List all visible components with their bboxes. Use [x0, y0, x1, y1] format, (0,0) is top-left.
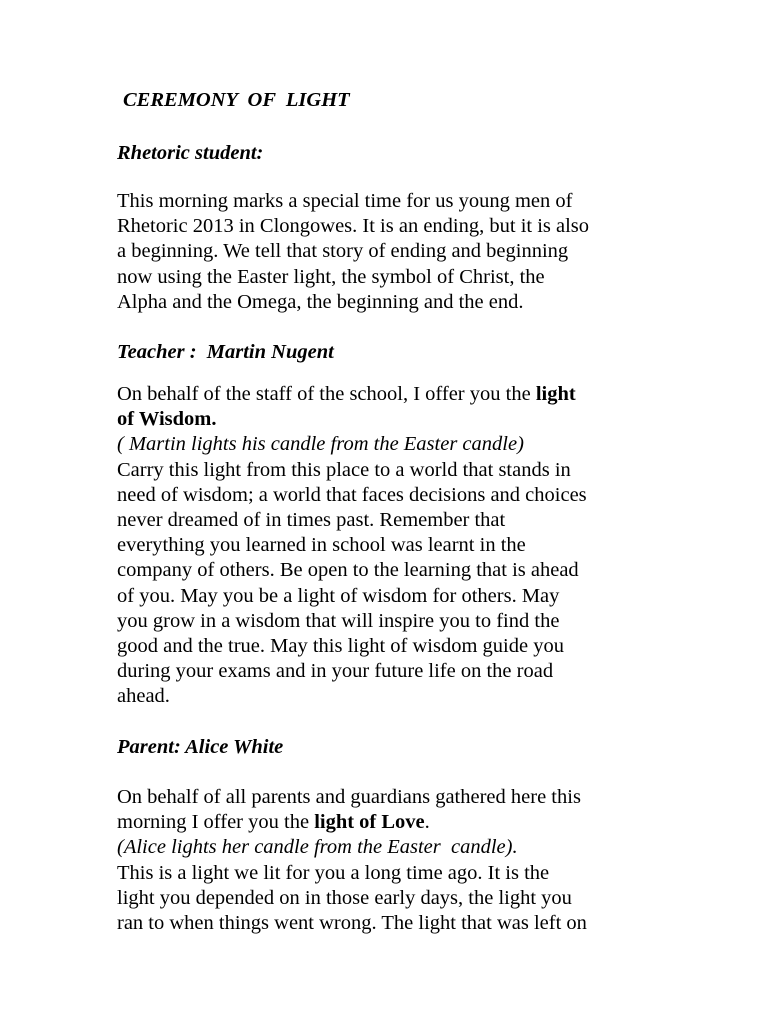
paragraph-line: [117, 382, 677, 407]
intro-text: On behalf of the staff of the school, I offer you the: [117, 383, 536, 405]
paragraph-line: ahead.: [117, 685, 170, 708]
paragraph-line: you grow in a wisdom that will inspire you to find the: [117, 609, 560, 632]
paragraph-line: [117, 810, 677, 835]
stage-direction: ( Martin lights his candle from the Easter candle): [117, 433, 524, 456]
paragraph-line: now using the Easter light, the symbol of Christ, the: [117, 265, 545, 288]
paragraph-line: Carry this light from this place to a world that stands in: [117, 458, 571, 481]
paragraph-line: need of wisdom; a world that faces decisions and choices: [117, 483, 587, 506]
paragraph-line: light you depended on in those early days, the light you: [117, 886, 572, 909]
paragraph-line: ran to when things went wrong. The light that was left on: [117, 912, 587, 935]
section-heading-parent: Parent: Alice White: [117, 736, 284, 758]
intro-text: morning I offer you the: [117, 811, 315, 834]
section-heading-teacher: Teacher : Martin Nugent: [117, 341, 334, 363]
intro-bold-text: light: [535, 383, 576, 405]
section-heading-rhetoric-student: Rhetoric student:: [117, 142, 264, 164]
rhetoric-student-paragraph: [117, 189, 677, 315]
paragraph-line: Alpha and the Omega, the beginning and the end.: [117, 290, 524, 313]
intro-bold-text: light of Love: [314, 811, 425, 834]
paragraph-line: Rhetoric 2013 in Clongowes. It is an ending, but it is also: [117, 215, 590, 238]
teacher-paragraph: [117, 382, 677, 710]
paragraph-line: of you. May you be a light of wisdom for others. May: [117, 584, 560, 607]
paragraph-line: This morning marks a special time for us young men of: [117, 190, 573, 212]
paragraph-line: On behalf of all parents and guardians gathered here this: [117, 786, 581, 808]
document-title: CEREMONY OF LIGHT: [123, 89, 350, 111]
stage-direction: (Alice lights her candle from the Easter candle).: [117, 836, 518, 859]
paragraph-line: during your exams and in your future life on the road: [117, 660, 554, 683]
paragraph-line: a beginning. We tell that story of ending and beginning: [117, 240, 569, 263]
intro-bold-line: of Wisdom.: [117, 408, 217, 431]
paragraph-line: company of others. Be open to the learning that is ahead: [117, 559, 579, 582]
parent-paragraph: [117, 785, 677, 936]
paragraph-line: never dreamed of in times past. Remember that: [117, 509, 506, 532]
paragraph-line: This is a light we lit for you a long time ago. It is the: [117, 861, 550, 884]
paragraph-line: good and the true. May this light of wisdom guide you: [117, 635, 564, 658]
intro-end-text: .: [424, 811, 430, 834]
paragraph-line: everything you learned in school was learnt in the: [117, 534, 526, 557]
